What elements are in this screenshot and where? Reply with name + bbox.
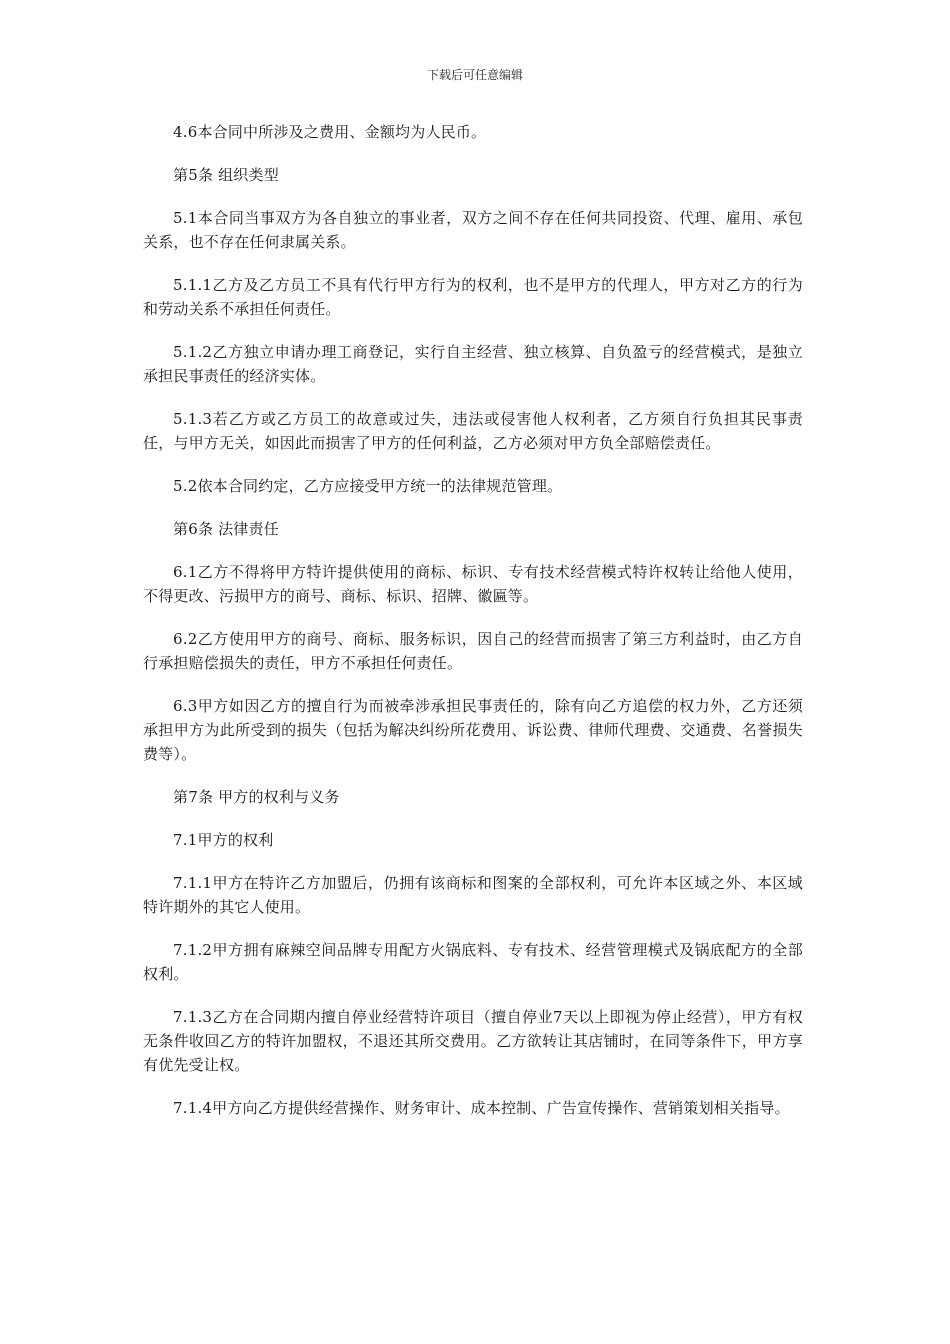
paragraph: 7.1.3乙方在合同期内擅自停业经营特许项目（擅自停业7天以上即视为停止经营），甲方有权无条件收回乙方的特许加盟权，不退还其所交费用。乙方欲转让其店铺时，在同等条件下，甲方享有优先受让权。 [143, 1008, 803, 1074]
paragraph: 6.2乙方使用甲方的商号、商标、服务标识，因自己的经营而损害了第三方利益时，由乙方自行承担赔偿损失的责任，甲方不承担任何责任。 [143, 630, 803, 672]
paragraph: 5.1.3若乙方或乙方员工的故意或过失，违法或侵害他人权利者，乙方须自行负担其民事责任，与甲方无关，如因此而损害了甲方的任何利益，乙方必须对甲方负全部赔偿责任。 [143, 410, 803, 452]
paragraph: 6.3甲方如因乙方的擅自行为而被牵涉承担民事责任的，除有向乙方追偿的权力外，乙方还须承担甲方为此所受到的损失（包括为解决纠纷所花费用、诉讼费、律师代理费、交通费、名誉损失费等）。 [143, 697, 803, 763]
section-heading: 第5条 组织类型 [173, 166, 279, 184]
paragraph: 6.1乙方不得将甲方特许提供使用的商标、标识、专有技术经营模式特许权转让给他人使用，不得更改、污损甲方的商号、商标、标识、招牌、徽匾等。 [143, 563, 803, 605]
paragraph: 5.1本合同当事双方为各自独立的事业者，双方之间不存在任何共同投资、代理、雇用、承包关系，也不存在任何隶属关系。 [143, 209, 803, 251]
paragraph: 5.2依本合同约定，乙方应接受甲方统一的法律规范管理。 [173, 477, 563, 495]
section-heading: 第6条 法律责任 [173, 520, 279, 538]
paragraph: 4.6本合同中所涉及之费用、金额均为人民币。 [173, 123, 487, 141]
section-heading: 第7条 甲方的权利与义务 [173, 788, 340, 806]
header-note: 下载后可任意编辑 [426, 68, 523, 82]
paragraph: 7.1.4甲方向乙方提供经营操作、财务审计、成本控制、广告宣传操作、营销策划相关指导。 [173, 1099, 790, 1117]
subsection-heading: 7.1甲方的权利 [173, 831, 274, 849]
paragraph: 7.1.1甲方在特许乙方加盟后，仍拥有该商标和图案的全部权利，可允许本区域之外、本区域特许期外的其它人使用。 [143, 874, 803, 916]
paragraph: 5.1.2乙方独立申请办理工商登记，实行自主经营、独立核算、自负盈亏的经营模式，是独立承担民事责任的经济实体。 [143, 343, 803, 385]
document-body [143, 120, 803, 1139]
paragraph: 7.1.2甲方拥有麻辣空间品牌专用配方火锅底料、专有技术、经营管理模式及锅底配方的全部权利。 [143, 941, 803, 983]
paragraph: 5.1.1乙方及乙方员工不具有代行甲方行为的权利，也不是甲方的代理人，甲方对乙方的行为和劳动关系不承担任何责任。 [143, 276, 803, 318]
